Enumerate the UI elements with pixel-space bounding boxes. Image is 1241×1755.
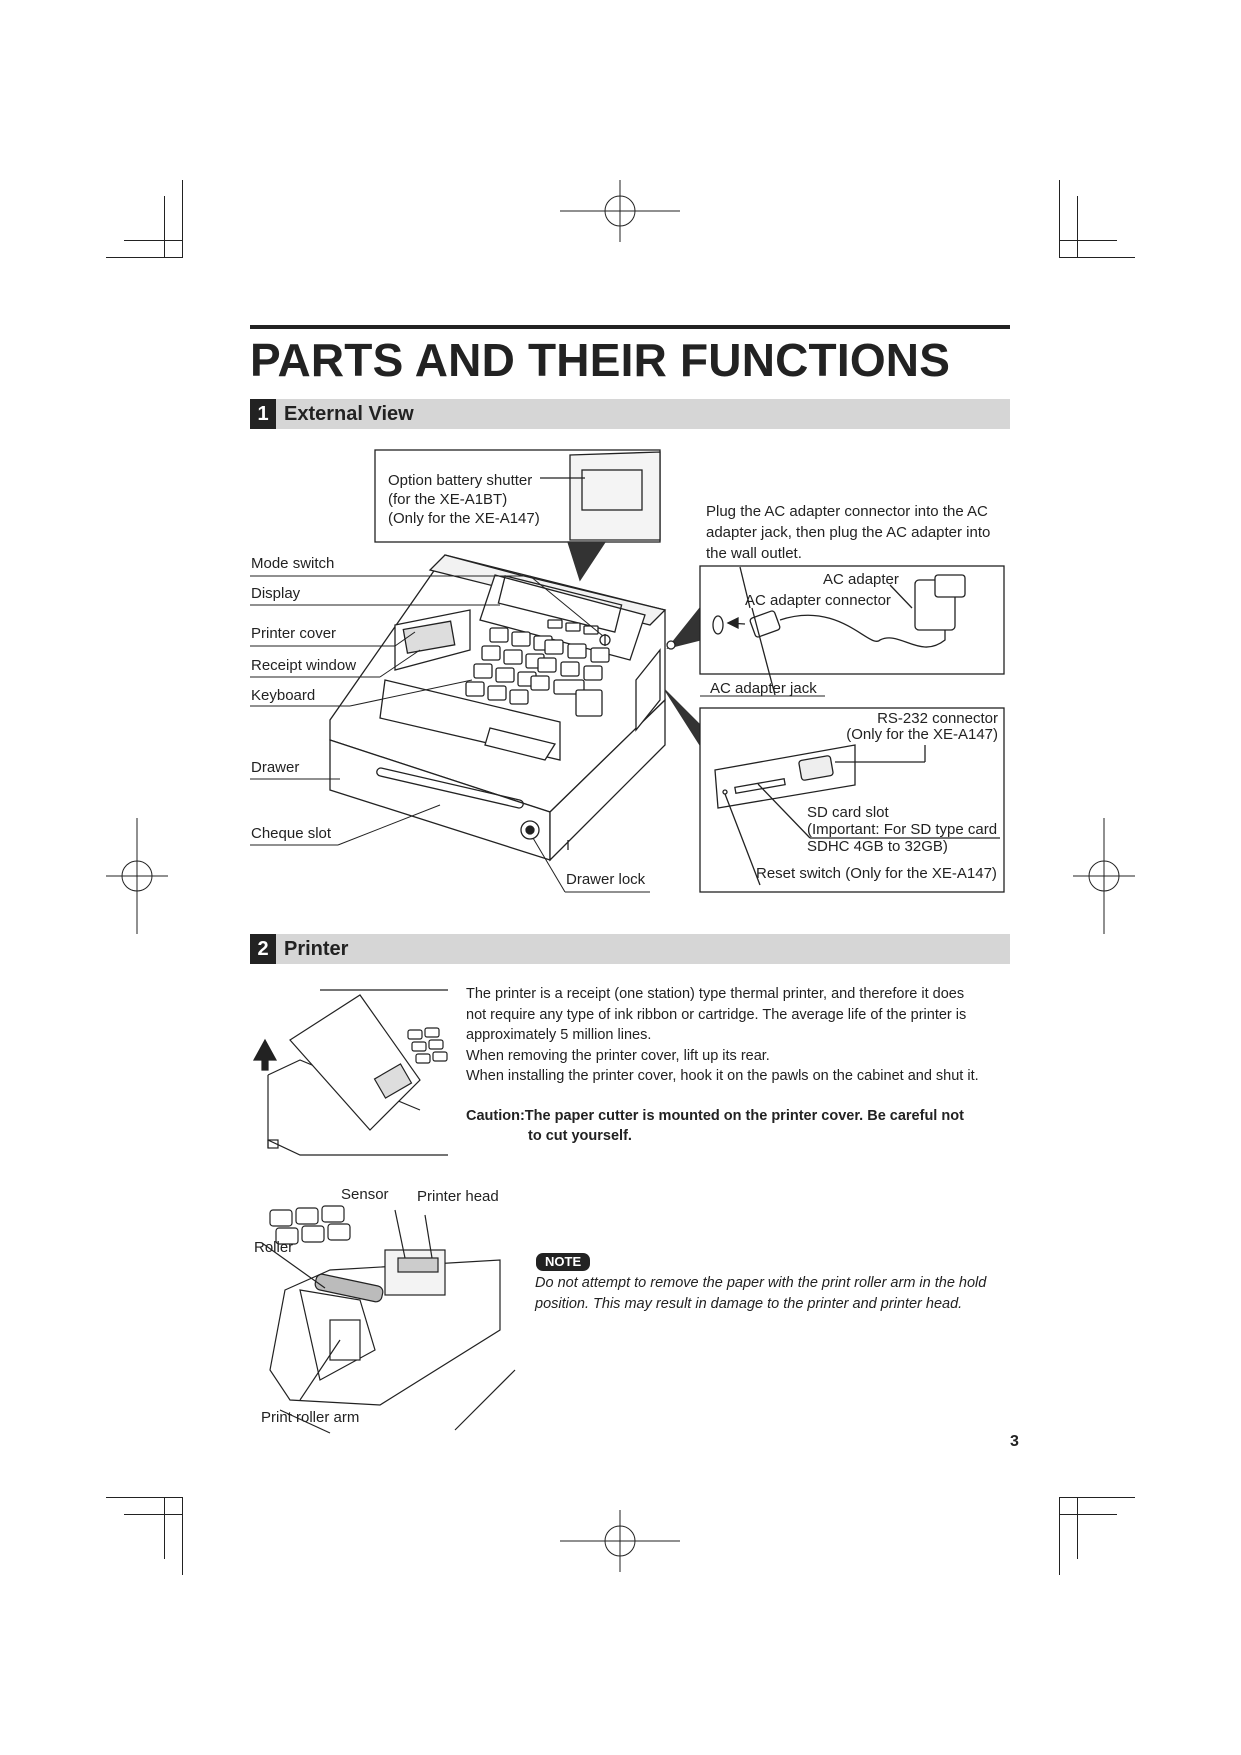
note-text: Do not attempt to remove the paper with the print roller arm in the hold position. This may result in damage to the printer and printer head. — [535, 1275, 987, 1312]
printer-description: The printer is a receipt (one station) type thermal printer, and therefore it does not require any type of ink ribbon or cartridge. The average life of the printer is approximately 5 million lines. When removing the printer cover, lift up its rear. When installing the printer cover, hook it on the pawls on the cabinet and shut it. — [466, 986, 979, 1084]
page-number: 3 — [1010, 1433, 1019, 1450]
label-drawer: Drawer — [251, 759, 300, 776]
section-title: Printer — [284, 938, 349, 960]
label-roller: Roller — [254, 1239, 294, 1256]
label-print-roller-arm: Print roller arm — [261, 1409, 360, 1426]
label-drawer-lock: Drawer lock — [566, 871, 646, 888]
section-number: 2 — [250, 934, 276, 964]
page-title: PARTS AND THEIR FUNCTIONS — [250, 325, 1010, 383]
label-ac-adapter-connector: AC adapter connector — [745, 592, 891, 609]
label-cheque-slot: Cheque slot — [251, 825, 332, 842]
label-rs232: RS-232 connector (Only for the XE-A147) — [846, 710, 998, 743]
label-keyboard: Keyboard — [251, 687, 316, 704]
label-reset-switch: Reset switch (Only for the XE-A147) — [756, 865, 997, 882]
note-badge: NOTE — [536, 1253, 590, 1271]
label-printer-head: Printer head — [417, 1188, 499, 1205]
option-shutter-label: Option battery shutter (for the XE-A1BT) (Only for the XE-A147) — [388, 472, 540, 527]
ac-instruction: Plug the AC adapter connector into the AC adapter jack, then plug the AC adapter into the wall outlet. — [706, 503, 991, 562]
section-title: External View — [284, 403, 414, 425]
section-number: 1 — [250, 399, 276, 429]
caution-text: Caution:The paper cutter is mounted on the printer cover. Be careful not to cut yourself. — [466, 1108, 964, 1144]
label-ac-adapter: AC adapter — [823, 571, 899, 588]
label-ac-adapter-jack: AC adapter jack — [710, 680, 817, 697]
label-mode-switch: Mode switch — [251, 555, 335, 572]
label-sd-card: SD card slot (Important: For SD type card SDHC 4GB to 32GB) — [807, 804, 998, 855]
label-display: Display — [251, 585, 301, 602]
label-sensor: Sensor — [341, 1186, 389, 1203]
label-printer-cover: Printer cover — [251, 625, 337, 642]
label-receipt-window: Receipt window — [251, 657, 357, 674]
